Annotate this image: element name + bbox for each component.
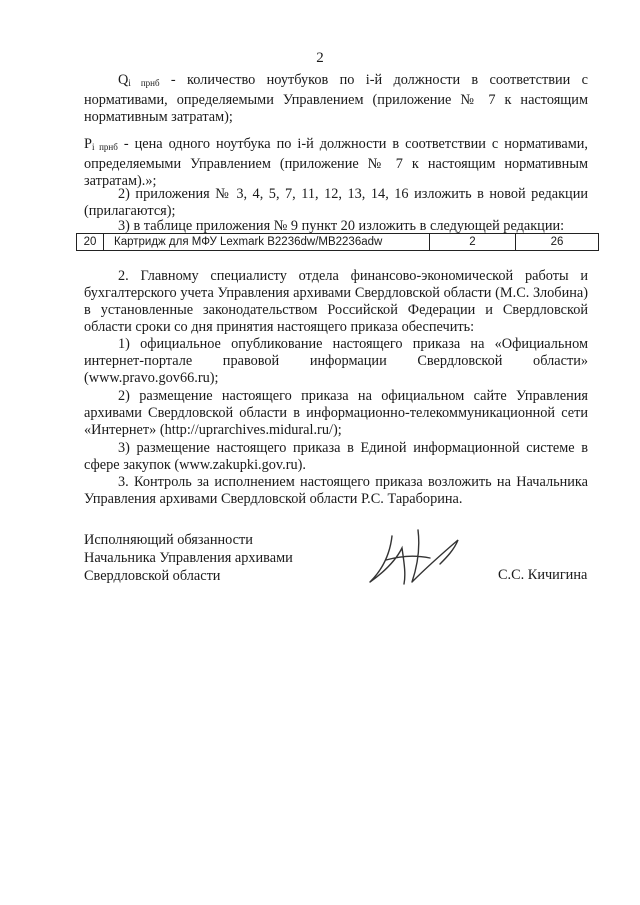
section-2-item-2: 2) размещение настоящего приказа на официальном сайте Управления архивами Свердловской области в информационно-телекоммуникационной сети «Интернет» (http://uprarchives.midural.ru/); — [84, 388, 588, 438]
item-2: 2) приложения № 3, 4, 5, 7, 11, 12, 13, 14, 16 изложить в новой редакции (прилагаются); — [84, 186, 588, 219]
q-symbol: Q — [118, 72, 129, 88]
paragraph-p — [84, 136, 588, 190]
handwritten-signature — [360, 522, 470, 597]
signatory-title — [84, 531, 293, 585]
p-text: - цена одного ноутбука по i-й должности в соответствии с нормативами, определяемыми Управлением (приложение № 7 к настоящим нормативным затратам).»; — [84, 136, 588, 189]
signatory-name: С.С. Кичигина — [498, 567, 588, 583]
q-text: - количество ноутбуков по i-й должности в соответствии с нормативами, определяемыми Управлением (приложение № 7 к настоящим нормативным затратам); — [84, 72, 588, 125]
signatory-line-1: Исполняющий обязанности — [84, 532, 253, 548]
q-subscript: i прнб — [128, 78, 160, 88]
section-2-item-1: 1) официальное опубликование настоящего приказа на «Официальном интернет-портале правовой информации Свердловской области» (www.pravo.gov66.ru); — [84, 336, 588, 386]
section-2-item-3: 3) размещение настоящего приказа в Единой информационной системе в сфере закупок (www.zakupki.gov.ru). — [84, 440, 588, 473]
signatory-line-2: Начальника Управления архивами — [84, 550, 293, 566]
table-cell-quantity: 2 — [430, 234, 516, 250]
table-cell-number: 20 — [77, 234, 104, 250]
table-cell-name: Картридж для МФУ Lexmark B2236dw/MB2236adw — [104, 234, 430, 250]
section-3: 3. Контроль за исполнением настоящего приказа возложить на Начальника Управления архивами Свердловской области Р.С. Тараборина. — [84, 474, 588, 507]
cartridge-table-row — [76, 233, 599, 251]
paragraph-q — [84, 72, 588, 126]
table-cell-value: 26 — [550, 236, 564, 248]
item-3: 3) в таблице приложения № 9 пункт 20 изложить в следующей редакции: — [118, 218, 565, 234]
p-subscript: i прнб — [91, 142, 118, 152]
signatory-line-3: Свердловской области — [84, 568, 221, 584]
section-2: 2. Главному специалисту отдела финансово-экономической работы и бухгалтерского учета Управления архивами Свердловской области (М.С. Злобина) в установленные законодательством Российской Федерации и Свердловской области сроки со дня принятия настоящего приказа обеспечить: — [84, 268, 588, 335]
page-number: 2 — [316, 50, 324, 66]
p-symbol: P — [84, 136, 92, 152]
